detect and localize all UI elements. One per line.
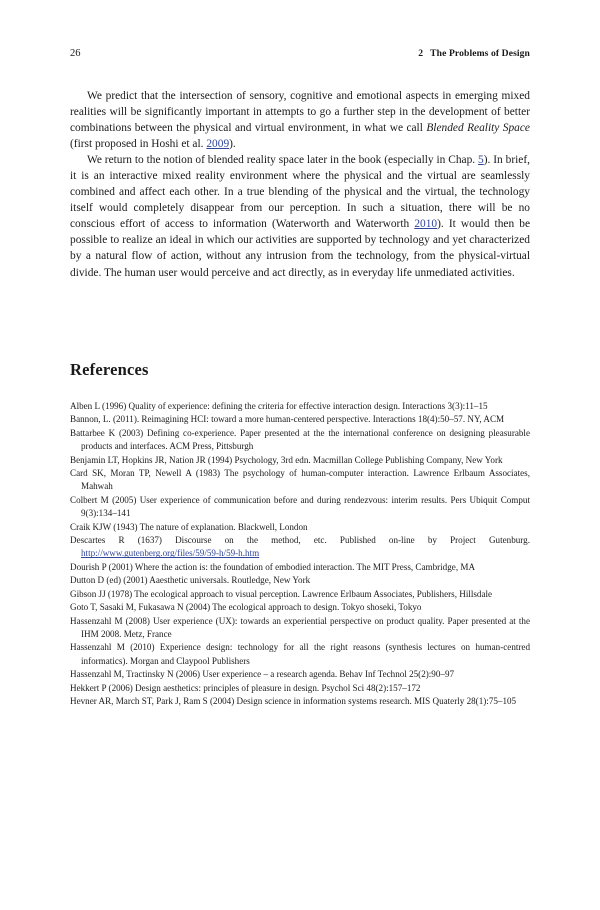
running-head (70, 48, 530, 59)
blended-reality-space-term: Blended Reality Space (426, 122, 530, 135)
reference-entry (70, 615, 530, 642)
body-text (70, 88, 530, 281)
paragraph-1-segment-3: ). (229, 138, 236, 151)
chapter-heading (418, 48, 530, 59)
paragraph-1-segment-2: (first proposed in Hoshi et al. (70, 138, 207, 151)
reference-entry (70, 454, 530, 467)
reference-entry (70, 413, 530, 426)
reference-entry (70, 427, 530, 454)
reference-text: Dutton D (ed) (2001) Aaesthetic universals. Routledge, New York (70, 575, 311, 586)
reference-entry (70, 682, 530, 695)
chapter-number: 2 (418, 48, 424, 59)
reference-entry (70, 400, 530, 413)
reference-text: Descartes R (1637) Discourse on the method, etc. Published on-line by Project Gutenburg. (70, 535, 530, 546)
reference-entry (70, 668, 530, 681)
references-list (70, 400, 530, 708)
reference-text: Dourish P (2001) Where the action is: the foundation of embodied interaction. The MIT Press, Cambridge, MA (70, 561, 476, 572)
page-number: 26 (70, 48, 81, 59)
reference-text: Colbert M (2005) User experience of communication before and during rendezvous: interim results. Pers Ubiquit Comput 9(3):134–141 (70, 494, 530, 519)
reference-text: Alben L (1996) Quality of experience: defining the criteria for effective interaction design. Interactions 3(3):11–15 (70, 401, 488, 411)
reference-text: Goto T, Sasaki M, Fukasawa N (2004) The ecological approach to design. Tokyo shoseki, Tokyo (70, 602, 422, 613)
reference-entry (70, 695, 530, 708)
reference-entry (70, 534, 530, 561)
reference-entry (70, 494, 530, 521)
reference-text: Hevner AR, March ST, Park J, Ram S (2004) Design science in information systems research. MIS Quaterly 28(1):75–105 (70, 695, 517, 706)
reference-entry (70, 641, 530, 668)
reference-text: Bannon, L. (2011). Reimagining HCI: toward a more human-centered perspective. Interactions 18(4):50–57. NY, ACM (70, 414, 505, 425)
paragraph-1-segment-1: We predict that the intersection of sensory, cognitive and emotional aspects in emerging mixed realities will be significantly important in attempts to go a further step in the development of better combinations between the physical and virtual environment, in what we call (70, 90, 530, 135)
paragraph-2-segment-3: ). It would then be possible to realize an ideal in which our activities are supported by technology and yet characterized by a natural flow of action, without any intrusion from the technology, from the physical-virtual divide. The human user would perceive and act directly, as in everyday life unmediated activities. (70, 218, 531, 279)
reference-text: Battarbee K (2003) Defining co-experience. Paper presented at the the international conference on designing pleasurable products and interfaces. ACM Press, Pittsburgh (70, 427, 530, 452)
reference-entry (70, 588, 530, 601)
paragraph-2-segment-2: ). In brief, it is an interactive mixed reality environment where the physical and the virtual are seamlessly combined and affect each other. In a true blending of the physical and the virtual, the technology itself would completely disappear from our perception. In such a situation, there will be no conscious effort of access to information (Waterworth and Waterworth (70, 154, 530, 231)
chapter-reference-link-5[interactable]: 5 (478, 154, 484, 167)
citation-link-hoshi-2009[interactable]: 2009 (206, 138, 230, 151)
reference-text: Hassenzahl M, Tractinsky N (2006) User experience – a research agenda. Behav Inf Technol 25(2):90–97 (70, 669, 455, 680)
paragraph-1 (70, 88, 530, 152)
references-heading: References (70, 360, 149, 379)
reference-text: Card SK, Moran TP, Newell A (1983) The psychology of human-computer interaction. Lawrence Erlbaum Associates, Mahwah (70, 468, 530, 492)
paragraph-2 (70, 152, 530, 280)
reference-entry (70, 601, 530, 614)
gutenberg-url-link[interactable]: http://www.gutenberg.org/files/59/59-h/59-h.htm (81, 548, 260, 559)
paragraph-2-segment-1: We return to the notion of blended reality space later in the book (especially in Chap. (87, 154, 479, 167)
reference-entry (70, 521, 530, 534)
reference-text: Hassenzahl M (2010) Experience design: technology for all the right reasons (synthesis lectures on human-centred informatics). Morgan and Claypool Publishers (70, 642, 530, 666)
reference-entry (70, 574, 530, 587)
reference-text: Gibson JJ (1978) The ecological approach to visual perception. Lawrence Erlbaum Associates, Publishers, Hillsdale (70, 588, 493, 599)
reference-text: Benjamin LT, Hopkins JR, Nation JR (1994) Psychology, 3rd edn. Macmillan College Publishing Company, New York (70, 454, 503, 465)
reference-text: Hassenzahl M (2008) User experience (UX): towards an experiential perspective on product quality. Paper presented at the IHM 2008. Metz, France (70, 615, 530, 639)
reference-text: Hekkert P (2006) Design aesthetics: principles of pleasure in design. Psychol Sci 48(2):157–172 (70, 682, 421, 693)
citation-link-waterworth-2010[interactable]: 2010 (414, 218, 438, 231)
chapter-title: The Problems of Design (430, 48, 530, 59)
reference-entry (70, 467, 530, 494)
reference-entry (70, 561, 530, 574)
reference-text: Craik KJW (1943) The nature of explanation. Blackwell, London (70, 521, 308, 532)
